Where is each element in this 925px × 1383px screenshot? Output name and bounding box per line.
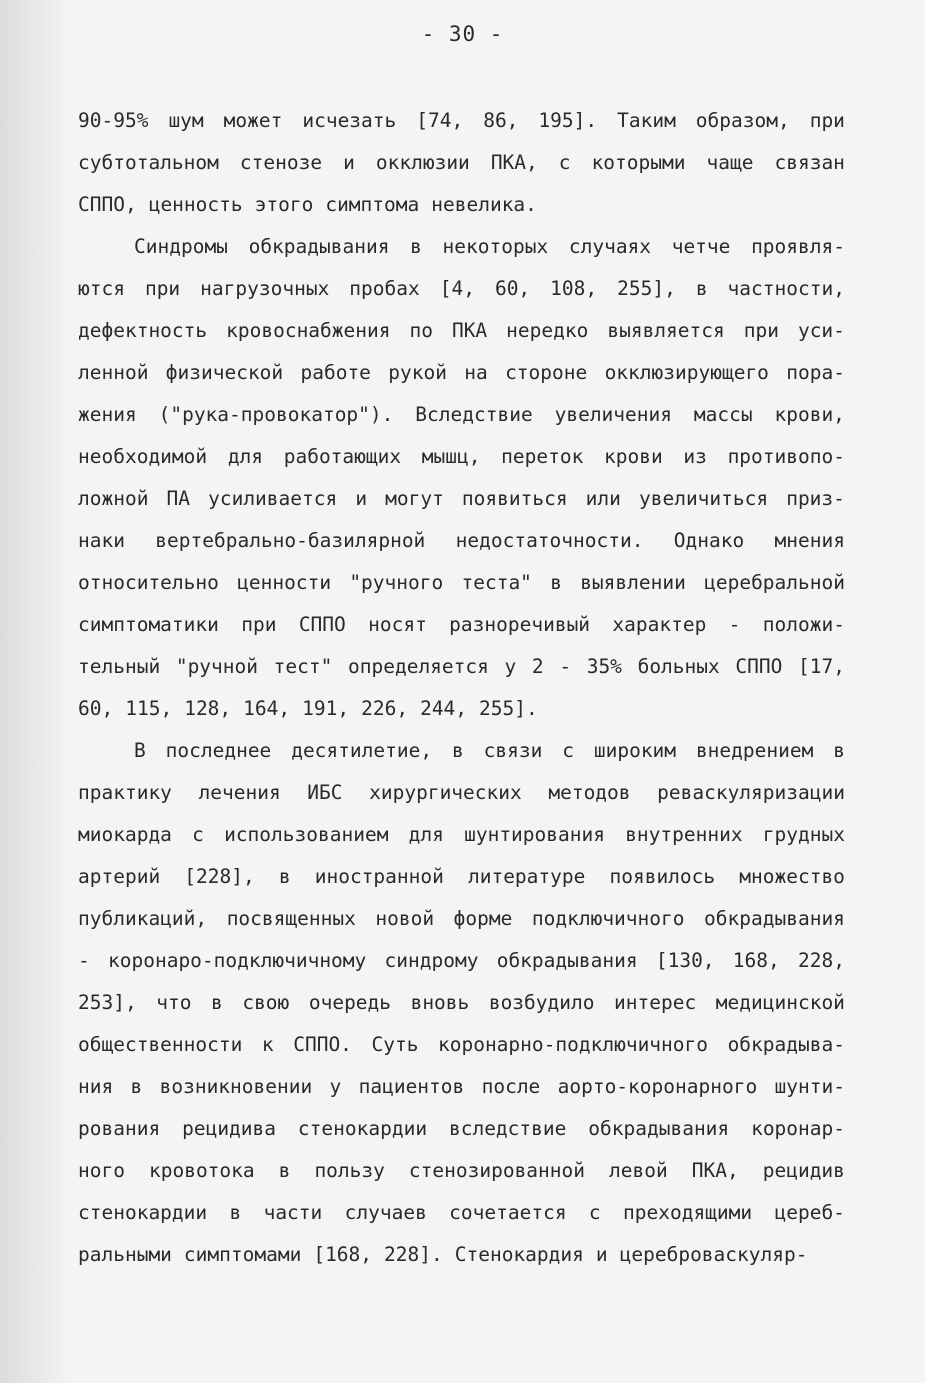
text-line: субтотальном стенозе и окклюзии ПКА, с которыми чаще связан	[78, 151, 845, 174]
text-line: практику лечения ИБС хирургических методов реваскуляризации	[78, 781, 845, 804]
paragraph	[78, 730, 845, 1276]
text-line: тельный "ручной тест" определяется у 2 - 35% больных СППО [17,	[78, 655, 845, 678]
text-line: ральными симптомами [168, 228]. Стенокардия и цереброваскуляр-	[78, 1243, 808, 1266]
text-line: ного кровотока в пользу стенозированной левой ПКА, рецидив	[78, 1159, 845, 1182]
text-line: ются при нагрузочных пробах [4, 60, 108, 255], в частности,	[78, 277, 845, 300]
text-line: относительно ценности "ручного теста" в выявлении церебральной	[78, 571, 845, 594]
text-line: миокарда с использованием для шунтирования внутренних грудных	[78, 823, 845, 846]
text-line: 90-95% шум может исчезать [74, 86, 195]. Таким образом, при	[78, 109, 845, 132]
text-line: общественности к СППО. Суть коронарно-подключичного обкрадыва-	[78, 1033, 845, 1056]
paragraph	[78, 226, 845, 730]
text-line: симптоматики при СППО носят разноречивый характер - положи-	[78, 613, 845, 636]
text-line: ния в возникновении у пациентов после аорто-коронарного шунти-	[78, 1075, 845, 1098]
text-line: ложной ПА усиливается и могут появиться или увеличиться приз-	[78, 487, 845, 510]
page-number: - 30 -	[421, 22, 504, 46]
text-line: ленной физической работе рукой на стороне окклюзирующего пора-	[78, 361, 845, 384]
text-line: СППО, ценность этого симптома невелика.	[78, 193, 537, 216]
text-line: жения ("рука-провокатор"). Вследствие увеличения массы крови,	[78, 403, 845, 426]
text-line: стенокардии в части случаев сочетается с преходящими цереб-	[78, 1201, 845, 1224]
text-line: 253], что в свою очередь вновь возбудило интерес медицинской	[78, 991, 845, 1014]
text-line: Синдромы обкрадывания в некоторых случаях четче проявля-	[134, 235, 845, 258]
text-line: дефектность кровоснабжения по ПКА нередко выявляется при уси-	[78, 319, 845, 342]
paragraph	[78, 100, 845, 226]
text-line: необходимой для работающих мышц, переток крови из противопо-	[78, 445, 845, 468]
text-line: артерий [228], в иностранной литературе появилось множество	[78, 865, 845, 888]
text-line: публикаций, посвященных новой форме подключичного обкрадывания	[78, 907, 845, 930]
text-line: рования рецидива стенокардии вследствие обкрадывания коронар-	[78, 1117, 845, 1140]
text-line: В последнее десятилетие, в связи с широким внедрением в	[134, 739, 845, 762]
text-line: наки вертебрально-базилярной недостаточности. Однако мнения	[78, 529, 845, 552]
scan-shadow-edge	[0, 0, 70, 1383]
text-line: - коронаро-подключичному синдрому обкрадывания [130, 168, 228,	[78, 949, 845, 972]
text-line: 60, 115, 128, 164, 191, 226, 244, 255].	[78, 697, 538, 720]
document-body	[78, 100, 845, 1276]
